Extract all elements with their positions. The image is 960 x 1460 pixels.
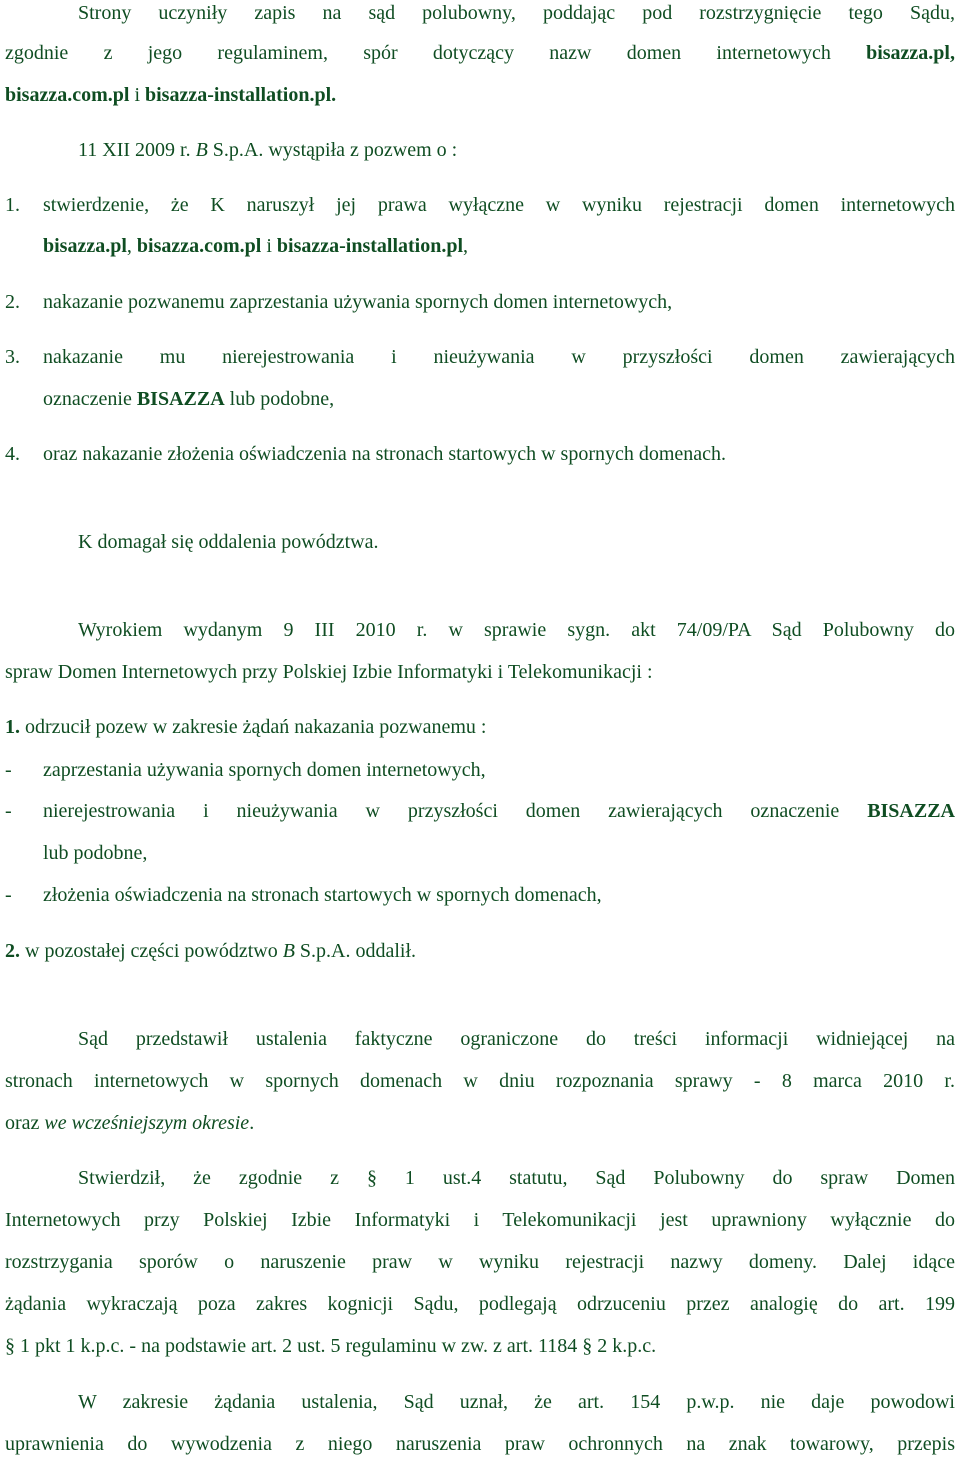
paragraph-3: K domagał się oddalenia powództwa. <box>78 531 379 553</box>
ruling-item-3: złożenia oświadczenia na stronach startowych w spornych domenach, <box>43 884 602 906</box>
domain-name: bisazza.pl <box>43 235 127 257</box>
claim-3-number: 3. <box>5 346 20 368</box>
claim-2-text: nakazanie pozwanemu zaprzestania używania spornych domen internetowych, <box>43 291 673 313</box>
claim-1-number: 1. <box>5 194 20 216</box>
ruling-point-1: 1. odrzucił pozew w zakresie żądań nakazania pozwanemu : <box>5 716 487 738</box>
domain-name: bisazza-installation.pl <box>276 235 464 257</box>
paragraph-6-line-5: § 1 pkt 1 k.p.c. - na podstawie art. 2 ust. 5 regulaminu w zw. z art. 1184 § 2 k.p.c. <box>5 1335 657 1357</box>
paragraph-7-line-1: W zakresie żądania ustalenia, Sąd uznał, że art. 154 p.w.p. nie daje powodowi <box>78 1391 955 1413</box>
claim-1-line-1: stwierdzenie, że K naruszył jej prawa wyłączne w wyniku rejestracji domen internetowych <box>43 194 955 216</box>
ruling-item-1: zaprzestania używania spornych domen internetowych, <box>43 759 486 781</box>
domain-name: bisazza.com.pl <box>136 235 262 257</box>
claim-2-number: 2. <box>5 291 20 313</box>
paragraph-5-line-1: Sąd przedstawił ustalenia faktyczne ograniczone do treści informacji widniejącej na <box>78 1028 955 1050</box>
domain-name: bisazza.pl, <box>866 42 955 64</box>
paragraph-7-line-2: uprawnienia do wywodzenia z niego naruszenia praw ochronnych na znak towarowy, przepis <box>5 1433 955 1455</box>
ruling-dash-3: - <box>5 884 12 906</box>
paragraph-5-line-2: stronach internetowych w spornych domenach w dniu rozpoznania sprawy - 8 marca 2010 r. <box>5 1070 955 1092</box>
paragraph-4-line-1: Wyrokiem wydanym 9 III 2010 r. w sprawie sygn. akt 74/09/PA Sąd Polubowny do <box>78 619 955 641</box>
ruling-item-2-line-1: nierejestrowania i nieużywania w przyszłości domen zawierających oznaczenie BISAZZA <box>43 800 955 822</box>
paragraph-2: 11 XII 2009 r. B S.p.A. wystąpiła z pozwem o : <box>78 139 458 161</box>
paragraph-1-line-2: zgodnie z jego regulaminem, spór dotyczący nazw domen internetowych bisazza.pl, <box>5 42 955 64</box>
claim-4-number: 4. <box>5 443 20 465</box>
ruling-item-2-line-2: lub podobne, <box>43 842 148 864</box>
paragraph-6-line-4: żądania wykraczają poza zakres kognicji Sądu, podlegają odrzuceniu przez analogię do art. 199 <box>5 1293 955 1315</box>
claim-4-text: oraz nakazanie złożenia oświadczenia na stronach startowych w spornych domenach. <box>43 443 727 465</box>
claim-1-line-2: bisazza.pl, bisazza.com.pl i bisazza-installation.pl, <box>43 235 469 257</box>
domain-name: bisazza-installation.pl. <box>145 84 337 106</box>
paragraph-6-line-1: Stwierdził, że zgodnie z § 1 ust.4 statutu, Sąd Polubowny do spraw Domen <box>78 1167 955 1189</box>
claim-3-line-1: nakazanie mu nierejestrowania i nieużywania w przyszłości domen zawierających <box>43 346 955 368</box>
paragraph-4-line-2: spraw Domen Internetowych przy Polskiej Izbie Informatyki i Telekomunikacji : <box>5 661 653 683</box>
trademark: BISAZZA <box>867 800 955 822</box>
domain-name: bisazza.com.pl <box>5 84 130 106</box>
ruling-dash-2: - <box>5 800 12 822</box>
ruling-point-2: 2. w pozostałej części powództwo B S.p.A. oddalił. <box>5 940 417 962</box>
paragraph-1-line-3: bisazza.com.pl i bisazza-installation.pl. <box>5 84 337 106</box>
trademark: BISAZZA <box>136 388 225 410</box>
ruling-dash-1: - <box>5 759 12 781</box>
claim-3-line-2: oznaczenie BISAZZA lub podobne, <box>43 388 335 410</box>
paragraph-1-line-1: Strony uczyniły zapis na sąd polubowny, poddając pod rozstrzygnięcie tego Sądu, <box>78 2 955 24</box>
paragraph-6-line-2: Internetowych przy Polskiej Izbie Informatyki i Telekomunikacji jest uprawniony wyłącznie do <box>5 1209 955 1231</box>
paragraph-5-line-3: oraz we wcześniejszym okresie. <box>5 1112 255 1134</box>
paragraph-6-line-3: rozstrzygania sporów o naruszenie praw w wyniku rejestracji nazwy domeny. Dalej idące <box>5 1251 955 1273</box>
